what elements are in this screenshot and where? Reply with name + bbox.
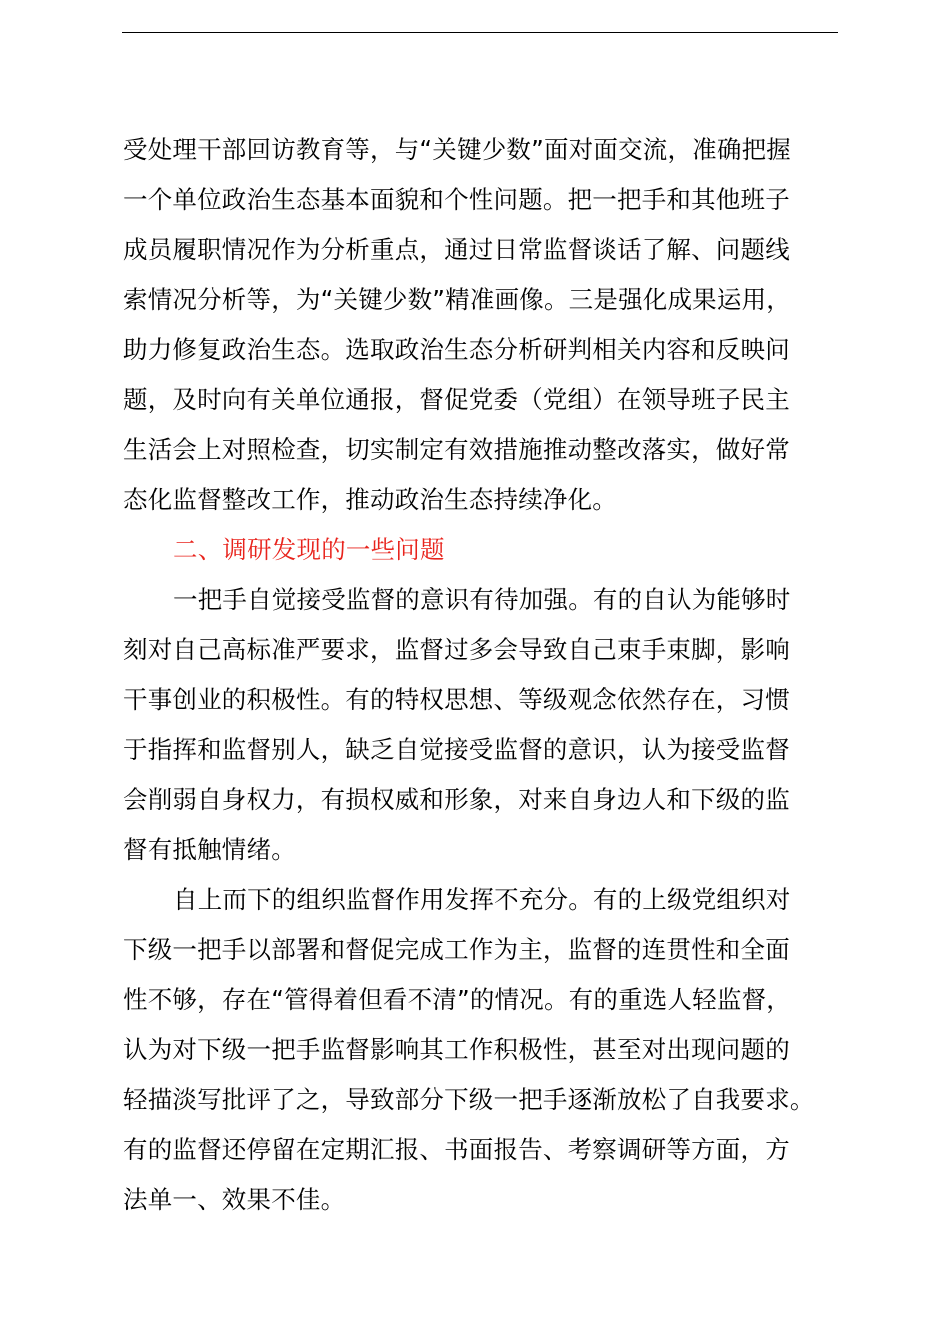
header-rule — [122, 32, 838, 33]
section-heading: 二、调研发现的一些问题 — [173, 535, 445, 564]
paragraph-line: 性不够，存在“管得着但看不清”的情况。有的重选人轻监督， — [123, 985, 791, 1014]
paragraph-line: 态化监督整改工作，推动政治生态持续净化。 — [123, 485, 617, 514]
paragraph-3 — [123, 875, 841, 1225]
paragraph-line: 助力修复政治生态。选取政治生态分析研判相关内容和反映问 — [123, 335, 790, 364]
paragraph-line: 自上而下的组织监督作用发挥不充分。有的上级党组织对 — [173, 885, 791, 914]
paragraph-line: 生活会上对照检查，切实制定有效措施推动整改落实，做好常 — [123, 435, 790, 464]
paragraph-line: 一个单位政治生态基本面貌和个性问题。把一把手和其他班子 — [123, 185, 790, 214]
paragraph-line: 认为对下级一把手监督影响其工作积极性，甚至对出现问题的 — [123, 1035, 790, 1064]
paragraph-1 — [123, 125, 841, 525]
document-body — [123, 125, 841, 1225]
paragraph-line: 一把手自觉接受监督的意识有待加强。有的自认为能够时 — [173, 585, 791, 614]
paragraph-line: 刻对自己高标准严要求，监督过多会导致自己束手束脚，影响 — [123, 635, 790, 664]
paragraph-line: 轻描淡写批评了之，导致部分下级一把手逐渐放松了自我要求。 — [123, 1085, 815, 1114]
paragraph-2 — [123, 575, 841, 875]
paragraph-line: 督有抵触情绪。 — [123, 835, 296, 864]
paragraph-line: 索情况分析等，为“关键少数”精准画像。三是强化成果运用， — [123, 285, 791, 314]
paragraph-line: 有的监督还停留在定期汇报、书面报告、考察调研等方面，方 — [123, 1135, 790, 1164]
paragraph-line: 受处理干部回访教育等，与“关键少数”面对面交流，准确把握 — [123, 135, 791, 164]
paragraph-line: 会削弱自身权力，有损权威和形象，对来自身边人和下级的监 — [123, 785, 790, 814]
paragraph-line: 法单一、效果不佳。 — [123, 1185, 346, 1214]
paragraph-line: 干事创业的积极性。有的特权思想、等级观念依然存在，习惯 — [123, 685, 790, 714]
paragraph-line: 成员履职情况作为分析重点，通过日常监督谈话了解、问题线 — [123, 235, 790, 264]
paragraph-line: 题，及时向有关单位通报，督促党委（党组）在领导班子民主 — [123, 385, 790, 414]
paragraph-line: 于指挥和监督别人，缺乏自觉接受监督的意识，认为接受监督 — [123, 735, 790, 764]
paragraph-line: 下级一把手以部署和督促完成工作为主，监督的连贯性和全面 — [123, 935, 790, 964]
